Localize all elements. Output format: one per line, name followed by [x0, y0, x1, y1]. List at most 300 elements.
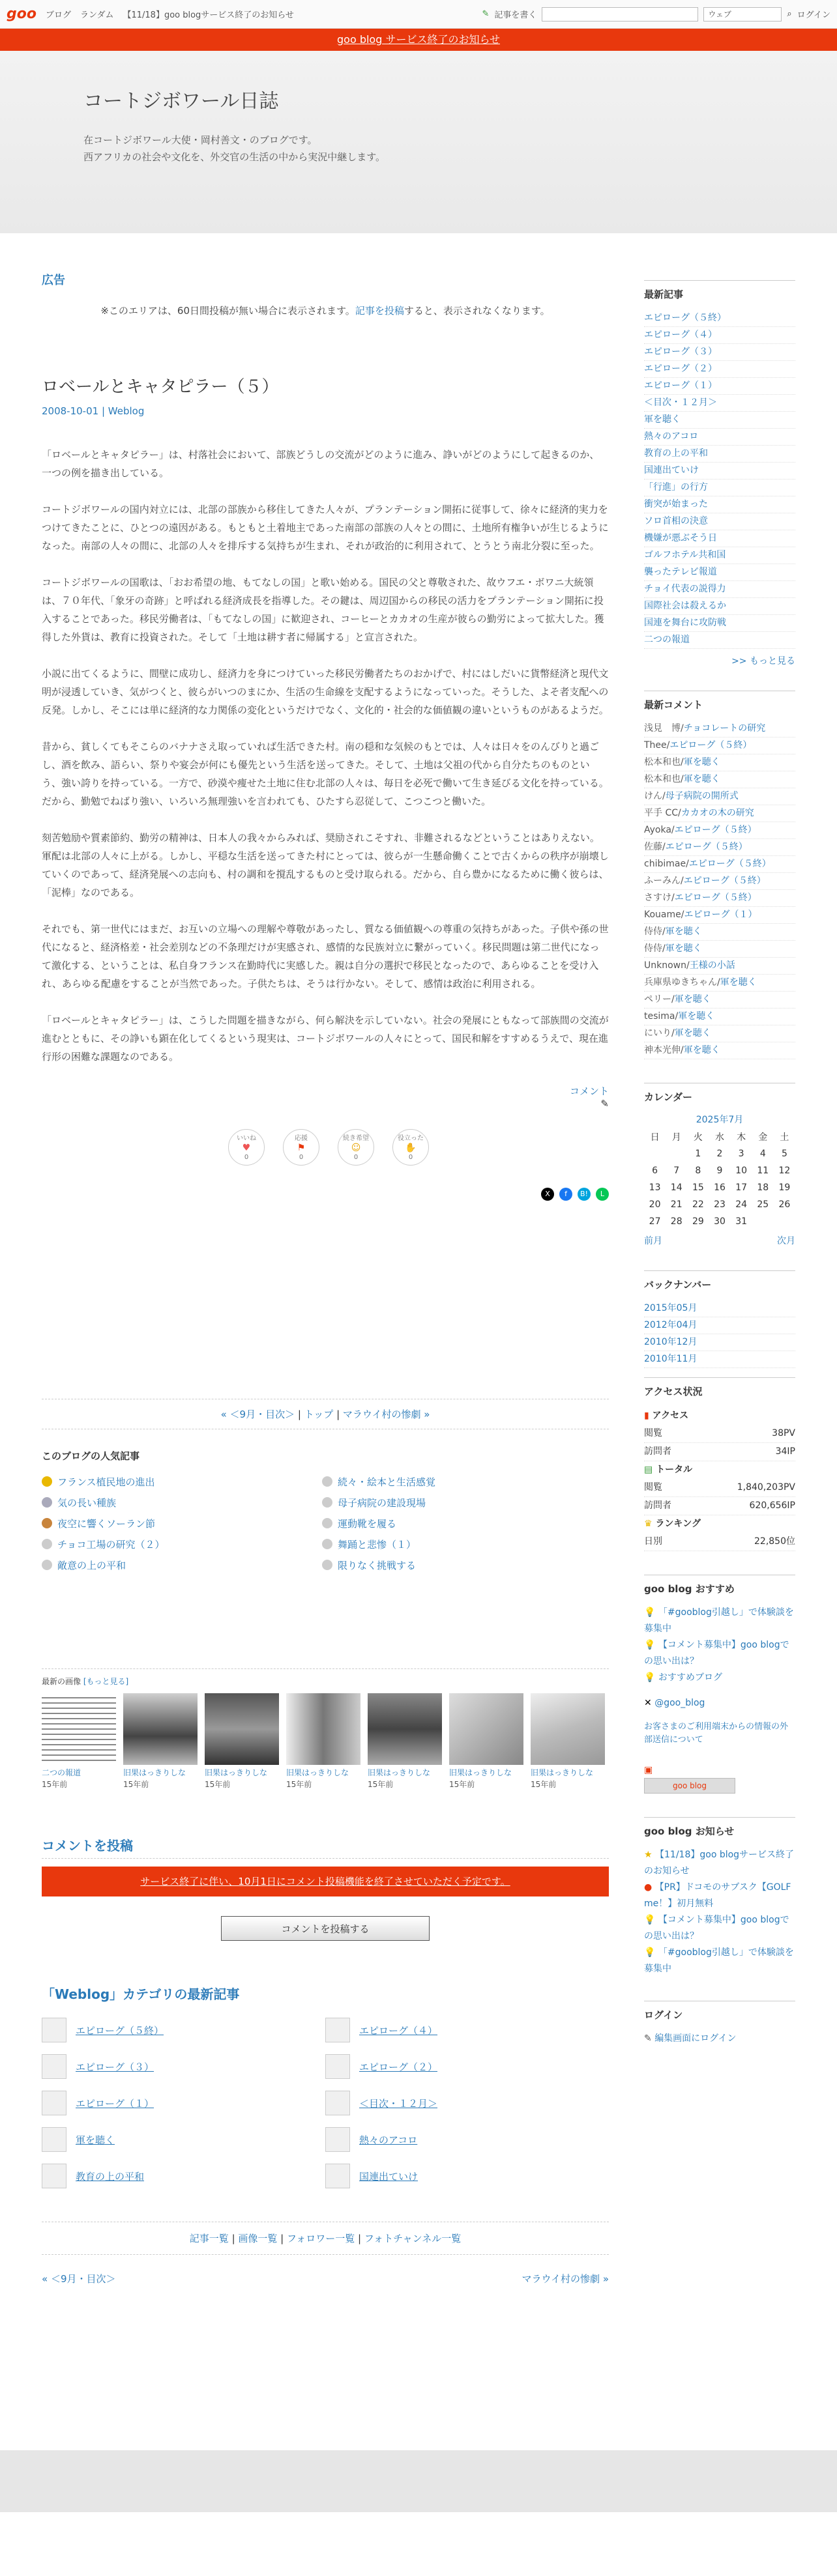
- entry-paragraph: それでも、第一世代にはまだ、お互いの立場への理解や尊敬があったし、質なる価値観への尊重の気持ちがあった。子供や孫の世代になると、経済格差・社会差別などの不条理だけが実感され、感情的な民族対立に繋がっていく。移民問題は第二世代になって激化する、ということは、私自身フランス在勤時代に実感した。親は自分の選択で移民となったので、あらゆることを受け入れ、あらゆる配慮をすることが当然であった。子供たちは、そうは行かない。そして、感情は政治に利用される。: [42, 923, 609, 990]
- recent-comment[interactable]: [644, 975, 795, 992]
- calendar-day: 1: [695, 1149, 701, 1159]
- recent-article-link[interactable]: 機嫌が悪ぶそう日: [644, 530, 795, 547]
- recommend-item[interactable]: [644, 1637, 795, 1670]
- recent-article-link[interactable]: エピローグ（５終）: [644, 310, 795, 327]
- calendar-day: 2: [716, 1149, 723, 1159]
- recent-article-link[interactable]: 「行進」の行方: [644, 479, 795, 496]
- backnumber-link[interactable]: 2012年04月: [644, 1317, 795, 1334]
- chart-icon: ▤: [644, 1465, 653, 1475]
- edit-icon[interactable]: ✎: [600, 1098, 609, 1109]
- entry-paragraph: 小説に出てくるように、間壁に成功し、経済力を身につけていった移民労働者たちのおかげで、村にはしだいに貨幣経済と現代文明が浸透していき、気がつくと、彼らがいつのまにか、生活の生命線を支配するようになっていった。そうした、よそ者支配への反発。しかし、そこには単に経済的な力関係の変化というだけでなく、文化的・社会的な価値観の違いというものがあるようだ。: [42, 668, 609, 716]
- recent-article-link[interactable]: 二つの報道: [644, 632, 795, 649]
- recent-comments-title: 最新コメント: [644, 699, 703, 711]
- comment-user: Kouame: [644, 909, 681, 920]
- recent-comment[interactable]: [644, 822, 795, 839]
- bottom-links: 記事一覧 | 画像一覧 | フォロワー一覧 | フォトチャンネル一覧: [42, 2222, 609, 2255]
- category-item-link[interactable]: エピローグ（５終）: [76, 2024, 164, 2037]
- prev-month-link[interactable]: 前月: [644, 1236, 662, 1246]
- crown-gold-icon: [42, 1476, 52, 1487]
- newspaper-image[interactable]: [42, 1693, 116, 1765]
- calendar-day: 22: [692, 1199, 704, 1210]
- pr-icon: ●: [644, 1882, 653, 1893]
- next-entry-link[interactable]: マラウイ村の惨劇 »: [521, 2273, 609, 2285]
- prev-entry-link[interactable]: « ＜9月・目次＞: [42, 2273, 116, 2285]
- entry-title: ロベールとキャタピラー（５）: [42, 377, 279, 397]
- recent-comment[interactable]: [644, 721, 795, 737]
- comment-user: さすけ: [644, 893, 671, 903]
- post-comment-title: コメントを投稿: [42, 1835, 609, 1859]
- recent-comment[interactable]: [644, 907, 795, 924]
- access-box: [644, 1377, 795, 1551]
- comment-separator: /: [681, 757, 684, 767]
- calendar-day: 7: [673, 1166, 680, 1176]
- nav-blog[interactable]: ブログ: [45, 10, 71, 20]
- category-item[interactable]: [42, 2017, 325, 2043]
- lightbulb-icon: 💡: [644, 1947, 656, 1958]
- image-caption[interactable]: 旧果はっきりしな: [449, 1768, 512, 1777]
- news-item[interactable]: [644, 1945, 795, 1977]
- calendar-day: 10: [735, 1166, 748, 1176]
- comment-subject-link[interactable]: 母子病院の開所式: [665, 791, 739, 801]
- recent-article-link[interactable]: ＜目次・１２月＞: [644, 395, 795, 412]
- document-icon: [325, 2018, 350, 2042]
- news-link[interactable]: 【11/18】goo blogサービス終了のお知らせ: [644, 1850, 795, 1876]
- popular-item-link[interactable]: 運動靴を履る: [338, 1517, 397, 1530]
- document-icon: [325, 2164, 350, 2188]
- access-label: アクセス: [652, 1410, 689, 1421]
- rank-icon: [322, 1539, 332, 1549]
- comment-subject-link[interactable]: 軍を聴く: [665, 926, 702, 937]
- category-item-link[interactable]: 熱々のアコロ: [359, 2134, 418, 2146]
- image-caption[interactable]: 旧果はっきりしな: [123, 1768, 186, 1777]
- comment-subject-link[interactable]: エピローグ（５終）: [674, 825, 757, 835]
- reaction-more[interactable]: [338, 1129, 374, 1166]
- recent-article-link[interactable]: 熱々のアコロ: [644, 429, 795, 446]
- next-entry-link[interactable]: マラウイ村の惨劇 »: [342, 1409, 430, 1420]
- recent-articles-box: [644, 280, 795, 667]
- popular-item-link[interactable]: 気の長い種族: [57, 1496, 117, 1509]
- reaction-count: 0: [353, 1154, 359, 1161]
- login-link[interactable]: ログイン: [797, 10, 830, 20]
- recent-images: [42, 1668, 609, 1790]
- recent-comment[interactable]: [644, 788, 795, 805]
- write-article-link[interactable]: 記事を書く: [494, 10, 537, 20]
- category-item-link[interactable]: ＜目次・１２月＞: [359, 2097, 438, 2110]
- document-icon: [42, 2091, 66, 2115]
- comment-link[interactable]: コメント: [569, 1085, 609, 1097]
- category-item-link[interactable]: エピローグ（２）: [359, 2061, 438, 2073]
- comment-user: Unknown: [644, 960, 686, 971]
- backnumber-list[interactable]: [644, 1300, 795, 1364]
- popular-list: [42, 1474, 609, 1572]
- comment-closing-notice[interactable]: サービス終了に伴い、10月1日にコメント投稿機能を終了させていただく予定です。: [42, 1867, 609, 1896]
- recent-article-link[interactable]: ゴルフホテル共和国: [644, 547, 795, 564]
- category-item[interactable]: [42, 2126, 325, 2153]
- comment-subject-link[interactable]: 王様の小話: [689, 960, 735, 971]
- image-caption[interactable]: 二つの報道: [42, 1768, 81, 1777]
- comment-subject-link[interactable]: 軍を聴く: [683, 757, 720, 767]
- calendar-day: 27: [649, 1216, 661, 1227]
- entry-date[interactable]: 2008-10-01: [42, 405, 99, 417]
- comment-subject-link[interactable]: 軍を聴く: [674, 994, 711, 1005]
- calendar-day: [666, 1145, 687, 1162]
- service-end-banner: [0, 29, 837, 51]
- daily-label: 日別: [644, 1536, 662, 1547]
- entry-paragraph: 「ロベールとキャタピラー」は、村落社会において、部族どうしの交流がどのように進み、諍いがどのようにして起きるのか、一つの例を描き出している。: [42, 449, 600, 479]
- top-link[interactable]: トップ: [304, 1409, 334, 1420]
- post-comment-button[interactable]: コメントを投稿する: [221, 1916, 430, 1941]
- next-month-link[interactable]: 次月: [777, 1236, 795, 1246]
- photo-channel-list-link[interactable]: フォトチャンネル一覧: [364, 2233, 462, 2244]
- recent-article-link[interactable]: エピローグ（２）: [644, 361, 795, 378]
- category-item[interactable]: [325, 2090, 609, 2116]
- blog-desc-2: 西アフリカの社会や文化を、外交官の生活の中から実況中継します。: [83, 151, 386, 163]
- popular-title: このブログの人気記事: [42, 1450, 140, 1462]
- popular-item[interactable]: [42, 1516, 322, 1530]
- popular-item-link[interactable]: 舞踊と悲惨（１）: [338, 1538, 417, 1551]
- comment-subject-link[interactable]: 軍を聴く: [683, 1045, 720, 1055]
- reaction-label: 続き希望: [343, 1135, 369, 1142]
- lightbulb-icon: 💡: [644, 1672, 656, 1683]
- reaction-like[interactable]: [228, 1129, 265, 1166]
- category-item[interactable]: [42, 2054, 325, 2080]
- today-pv: 38PV: [772, 1428, 795, 1438]
- calendar-day: 12: [778, 1166, 791, 1176]
- category-item-link[interactable]: 教育の上の平和: [76, 2170, 145, 2182]
- ad-post-link[interactable]: 記事を投稿: [355, 305, 404, 317]
- comment-separator: /: [671, 994, 675, 1005]
- document-icon: [42, 2018, 66, 2042]
- calendar-day: 13: [649, 1182, 661, 1193]
- photo-image[interactable]: [205, 1693, 279, 1765]
- recent-comment[interactable]: [644, 941, 795, 958]
- rank-icon: [322, 1497, 332, 1508]
- comment-subject-link[interactable]: カカオの木の研究: [681, 808, 754, 818]
- category-item[interactable]: [42, 2163, 325, 2189]
- twitter-link[interactable]: @goo_blog: [654, 1698, 705, 1708]
- recent-article-link[interactable]: 襲ったテレビ報道: [644, 564, 795, 581]
- comment-separator: /: [662, 791, 666, 801]
- news-link[interactable]: 「#gooblog引越し」で体験談を募集中: [644, 1947, 794, 1974]
- reaction-useful[interactable]: [392, 1129, 429, 1166]
- more-articles-link[interactable]: >> もっと見る: [731, 656, 795, 666]
- bottom-pager: [42, 2272, 609, 2285]
- category-item[interactable]: [325, 2126, 609, 2153]
- image-thumb[interactable]: [205, 1693, 279, 1790]
- smile-icon: ☺: [351, 1143, 361, 1153]
- comment-user: 平手 CC: [644, 808, 679, 818]
- calendar-day: 6: [652, 1166, 658, 1176]
- facebook-share-icon[interactable]: f: [559, 1188, 572, 1201]
- backnumber-title: バックナンバー: [644, 1279, 712, 1291]
- recent-comment[interactable]: [644, 754, 795, 771]
- comment-separator: /: [666, 740, 670, 751]
- lightbulb-icon: 💡: [644, 1607, 656, 1618]
- recent-article-link[interactable]: エピローグ（３）: [644, 344, 795, 361]
- image-caption[interactable]: 旧果はっきりしな: [205, 1768, 268, 1777]
- calendar-dow: 土: [780, 1132, 789, 1143]
- news-item[interactable]: [644, 1880, 795, 1912]
- calendar-dow: 金: [758, 1132, 768, 1143]
- rss-icon[interactable]: ▣: [644, 1765, 653, 1775]
- backnumber-link[interactable]: 2015年05月: [644, 1300, 795, 1317]
- recent-comment[interactable]: [644, 839, 795, 856]
- comment-user: にいり: [644, 1028, 671, 1038]
- blog-title[interactable]: コートジボワール日誌: [83, 90, 279, 113]
- photo-image[interactable]: [449, 1693, 523, 1765]
- photo-image[interactable]: [286, 1693, 360, 1765]
- service-end-link[interactable]: goo blog サービス終了のお知らせ: [337, 33, 500, 46]
- image-thumb[interactable]: [286, 1693, 360, 1790]
- popular-item[interactable]: [42, 1495, 322, 1510]
- document-icon: [42, 2164, 66, 2188]
- backnumber-link[interactable]: 2010年12月: [644, 1334, 795, 1351]
- document-icon: [325, 2054, 350, 2079]
- calendar-day: [774, 1213, 795, 1230]
- category-item[interactable]: [42, 2090, 325, 2116]
- comment-separator: /: [671, 893, 675, 903]
- category-recent-list: [42, 2017, 609, 2189]
- ad-note: [42, 304, 609, 317]
- news-title: goo blog お知らせ: [644, 1825, 735, 1837]
- news-box: [644, 1817, 795, 1977]
- photo-image[interactable]: [368, 1693, 442, 1765]
- recent-article-link[interactable]: 国連を舞台に攻防戦: [644, 615, 795, 632]
- comment-subject-link[interactable]: エピローグ（１）: [684, 909, 757, 920]
- recent-article-link[interactable]: 軍を聴く: [644, 412, 795, 429]
- calendar-day: 25: [757, 1199, 769, 1210]
- backnumber-link[interactable]: 2010年11月: [644, 1351, 795, 1368]
- x-share-icon[interactable]: X: [541, 1188, 554, 1201]
- calendar-day: 26: [778, 1199, 791, 1210]
- crown-icon: ♛: [644, 1519, 653, 1529]
- comment-user: ふーみん: [644, 876, 681, 886]
- popular-item-link[interactable]: チョコ工場の研究（２）: [57, 1538, 165, 1551]
- comment-subject-link[interactable]: エピローグ（５終）: [688, 859, 771, 869]
- entry-paragraph: 刻苦勉励や質素節約、勤労の精神は、日本人の我々からみれば、奨励されこそすれ、非難されるなどということはありえない。軍配は北部の人々に上がる。しかし、平穏な生活を送ってきた村にとっては、彼らが一生懸命働くことで古くからの秩序が崩壊していくのであって、経済発展への志向も、村の調和を撹乱するものと受け取られる。だから、自ら豊かになるために働く彼らは、「泥棒」なのである。: [42, 832, 609, 898]
- news-item[interactable]: [644, 1912, 795, 1945]
- recent-comment[interactable]: [644, 992, 795, 1009]
- nav-random[interactable]: ランダム: [80, 10, 114, 20]
- total-label: トータル: [656, 1465, 693, 1475]
- category-item[interactable]: [325, 2054, 609, 2080]
- calendar-day: 8: [695, 1166, 701, 1176]
- comment-subject-link[interactable]: 軍を聴く: [720, 977, 757, 988]
- calendar-title: カレンダー: [644, 1091, 693, 1103]
- comment-user: tesima: [644, 1011, 675, 1022]
- prev-entry-link[interactable]: « ＜9月・目次＞: [220, 1409, 295, 1420]
- recent-comment[interactable]: [644, 1025, 795, 1042]
- image-thumb[interactable]: [123, 1693, 198, 1790]
- comment-separator: /: [681, 876, 684, 886]
- comment-user: 神本光伸: [644, 1045, 681, 1055]
- document-icon: [325, 2127, 350, 2152]
- popular-item[interactable]: [322, 1474, 602, 1489]
- recent-comment[interactable]: [644, 771, 795, 788]
- image-caption[interactable]: 旧果はっきりしな: [531, 1768, 594, 1777]
- photo-image[interactable]: [531, 1693, 605, 1765]
- comment-separator: /: [662, 943, 666, 954]
- calendar-day: 18: [757, 1182, 769, 1193]
- article-list-link[interactable]: 記事一覧: [189, 2233, 229, 2244]
- recent-article-link[interactable]: ソロ首相の決意: [644, 513, 795, 530]
- share-buttons: [42, 1188, 609, 1201]
- image-caption[interactable]: 旧果はっきりしな: [368, 1768, 431, 1777]
- recent-article-link[interactable]: 教育の上の平和: [644, 446, 795, 463]
- goo-logo[interactable]: goo: [7, 6, 37, 22]
- crown-bronze-icon: [42, 1518, 52, 1528]
- lightbulb-icon: 💡: [644, 1640, 656, 1650]
- recommend-box: [644, 1575, 795, 1794]
- edit-login-link[interactable]: 編集画面にログイン: [654, 2033, 737, 2044]
- recommend-item[interactable]: [644, 1670, 795, 1686]
- category-item-link[interactable]: エピローグ（４）: [359, 2024, 438, 2037]
- comment-subject-link[interactable]: エピローグ（５終）: [665, 842, 748, 852]
- nav-notice[interactable]: 【11/18】goo blogサービス終了のお知らせ: [123, 10, 294, 20]
- popular-item-link[interactable]: フランス植民地の進出: [57, 1476, 155, 1488]
- line-share-icon[interactable]: L: [596, 1188, 609, 1201]
- popular-item-link[interactable]: 夜空に響くソーラン節: [57, 1517, 156, 1530]
- reaction-label: いいね: [237, 1135, 256, 1142]
- privacy-link[interactable]: お客さまのご利用端末からの情報の外部送信について: [644, 1722, 789, 1745]
- popular-item-link[interactable]: 母子病院の建設現場: [338, 1496, 426, 1509]
- comment-subject-link[interactable]: チョコレートの研究: [683, 723, 766, 734]
- pv-label: 閲覧: [644, 1428, 662, 1438]
- comment-separator: /: [681, 909, 684, 920]
- recent-comment[interactable]: [644, 737, 795, 754]
- comment-user: 松本和也: [644, 774, 681, 784]
- recommend-item[interactable]: [644, 1605, 795, 1637]
- recent-article-link[interactable]: 衝突が始まった: [644, 496, 795, 513]
- hatena-share-icon[interactable]: B!: [578, 1188, 591, 1201]
- recommend-link[interactable]: おすすめブログ: [658, 1672, 723, 1683]
- recent-article-link[interactable]: 国際社会は殺えるか: [644, 598, 795, 615]
- image-thumb[interactable]: [368, 1693, 442, 1790]
- image-thumb[interactable]: [42, 1693, 116, 1790]
- recent-comment[interactable]: [644, 805, 795, 822]
- calendar-day: 15: [692, 1182, 704, 1193]
- comment-subject-link[interactable]: エピローグ（５終）: [669, 740, 752, 751]
- category-recent-title: 「Weblog」カテゴリの最新記事: [42, 1986, 240, 2002]
- crown-silver-icon: [42, 1497, 52, 1508]
- comment-user: 侍侍: [644, 926, 662, 937]
- category-item-link[interactable]: 国連出ていけ: [359, 2170, 419, 2182]
- calendar-month: 2025年7月: [696, 1115, 744, 1125]
- popular-item[interactable]: [322, 1537, 602, 1551]
- popular-item-link[interactable]: 続々・絵本と生活感覚: [338, 1476, 436, 1488]
- recent-articles-title: 最新記事: [644, 289, 684, 300]
- comment-user: Ayoka: [644, 825, 671, 835]
- popular-item[interactable]: [42, 1474, 322, 1489]
- uu-label: 訪問者: [644, 1446, 671, 1457]
- recent-comment[interactable]: [644, 924, 795, 941]
- access-title: アクセス状況: [644, 1386, 703, 1397]
- goo-blog-badge[interactable]: goo blog: [644, 1778, 735, 1794]
- recent-comment[interactable]: [644, 873, 795, 890]
- hand-icon: ✋: [405, 1143, 417, 1153]
- login-item[interactable]: [644, 2031, 795, 2047]
- reaction-label: 応援: [295, 1135, 308, 1142]
- calendar-day: 11: [757, 1166, 769, 1176]
- photo-image[interactable]: [123, 1693, 198, 1765]
- comment-subject-link[interactable]: 軍を聴く: [665, 943, 702, 954]
- image-age: 15年前: [449, 1780, 475, 1789]
- search-type-select[interactable]: ウェブ: [703, 7, 782, 21]
- recommend-title: goo blog おすすめ: [644, 1583, 735, 1595]
- pencil-icon: ✎: [644, 2033, 652, 2044]
- calendar-box: [644, 1083, 795, 1247]
- comment-user: 松本和也: [644, 757, 681, 767]
- search-input[interactable]: [542, 7, 698, 21]
- pager-sep: |: [297, 1409, 301, 1420]
- comment-subject-link[interactable]: 軍を聴く: [678, 1011, 715, 1022]
- more-images-link[interactable]: [もっと見る]: [83, 1677, 129, 1686]
- entry-pager: [42, 1399, 609, 1429]
- recent-comment[interactable]: [644, 958, 795, 975]
- image-thumb[interactable]: [449, 1693, 523, 1790]
- news-link[interactable]: 【PR】ドコモのサブスク【GOLF me！】初月無料: [644, 1882, 791, 1909]
- popular-item[interactable]: [42, 1537, 322, 1551]
- recommend-link[interactable]: 「#gooblog引越し」で体験談を募集中: [644, 1607, 794, 1634]
- calendar-day: 24: [735, 1199, 748, 1210]
- image-list-link[interactable]: 画像一覧: [238, 2233, 278, 2244]
- calendar-day: 4: [759, 1149, 766, 1159]
- recent-comment[interactable]: [644, 890, 795, 907]
- category-item-link[interactable]: 軍を聴く: [76, 2134, 115, 2146]
- news-item[interactable]: [644, 1847, 795, 1880]
- reaction-count: 0: [408, 1154, 413, 1161]
- recent-article-link[interactable]: エピローグ（４）: [644, 327, 795, 344]
- entry-category[interactable]: Weblog: [108, 405, 145, 417]
- recommend-link[interactable]: 【コメント募集中】goo blogでの思い出は？: [644, 1640, 789, 1667]
- entry-paragraph: 「ロベールとキャタピラー」は、こうした問題を描きながら、何ら解決を示していない。社会の発展にともなって部族間の交流が進むとともに、その諍いも顕在化してくるという現実は、コートジボワールの人々にとって、国民和解をすすめるうえで、現在進行形の困難な課題なのである。: [42, 1014, 609, 1063]
- popular-item[interactable]: [322, 1558, 602, 1572]
- image-caption[interactable]: 旧果はっきりしな: [286, 1768, 349, 1777]
- image-age: 15年前: [205, 1780, 231, 1789]
- recent-comment[interactable]: [644, 1009, 795, 1025]
- comment-subject-link[interactable]: エピローグ（５終）: [683, 876, 766, 886]
- popular-item[interactable]: [42, 1558, 322, 1572]
- popular-item-link[interactable]: 限りなく挑戦する: [338, 1559, 417, 1571]
- recent-comment[interactable]: [644, 856, 795, 873]
- recent-article-link[interactable]: チョイ代表の説得力: [644, 581, 795, 598]
- comment-separator: /: [686, 960, 690, 971]
- recent-article-link[interactable]: 国連出ていけ: [644, 463, 795, 479]
- comment-subject-link[interactable]: 軍を聴く: [674, 1028, 711, 1038]
- category-item-link[interactable]: エピローグ（１）: [76, 2097, 154, 2110]
- reaction-cheer[interactable]: [283, 1129, 319, 1166]
- popular-item-link[interactable]: 敵意の上の平和: [57, 1559, 126, 1571]
- calendar-day: [752, 1213, 774, 1230]
- category-item-link[interactable]: エピローグ（３）: [76, 2061, 154, 2073]
- search-icon[interactable]: ⌕: [787, 9, 792, 19]
- recent-comment[interactable]: [644, 1042, 795, 1059]
- sidebar: [644, 280, 795, 2070]
- comment-subject-link[interactable]: エピローグ（５終）: [674, 893, 757, 903]
- calendar-day: 9: [716, 1166, 723, 1176]
- category-item[interactable]: [325, 2017, 609, 2043]
- follower-list-link[interactable]: フォロワー一覧: [287, 2233, 355, 2244]
- comment-subject-link[interactable]: 軍を聴く: [683, 774, 720, 784]
- recent-article-link[interactable]: エピローグ（１）: [644, 378, 795, 395]
- category-item[interactable]: [325, 2163, 609, 2189]
- calendar-day: 20: [649, 1199, 661, 1210]
- twitter-item[interactable]: [644, 1695, 795, 1711]
- image-thumb[interactable]: [531, 1693, 605, 1790]
- news-link[interactable]: 【コメント募集中】goo blogでの思い出は？: [644, 1915, 789, 1941]
- popular-item[interactable]: [322, 1495, 602, 1510]
- popular-item[interactable]: [322, 1516, 602, 1530]
